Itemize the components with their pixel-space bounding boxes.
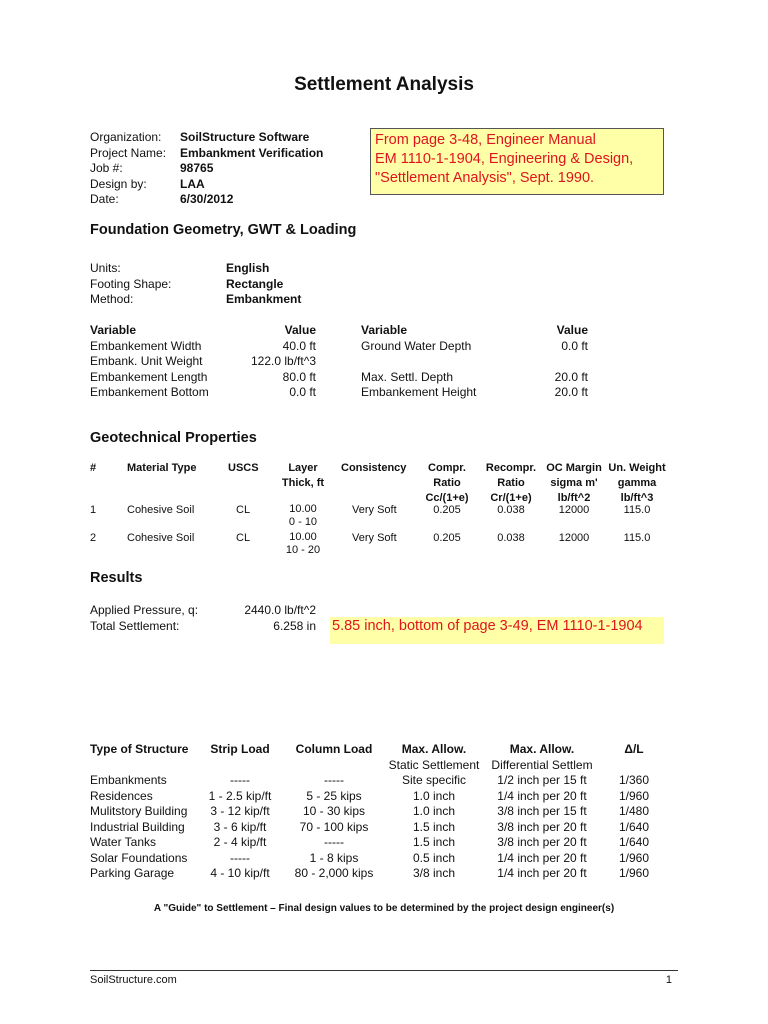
geo-col-material: Material Type	[127, 462, 197, 474]
guide-strip: -----	[230, 773, 250, 787]
geo-header-line: Ratio	[497, 477, 525, 489]
footer-site: SoilStructure.com	[90, 974, 177, 986]
applied-pressure-value: 2440.0 lb/ft^2	[244, 603, 316, 617]
guide-diff: 1/2 inch per 15 ft	[497, 773, 587, 787]
variable-label: Ground Water Depth	[361, 338, 472, 353]
guide-diff: 1/4 inch per 20 ft	[497, 788, 587, 803]
geo-col-layer	[268, 461, 338, 491]
guide-static: 1.5 inch	[412, 819, 456, 834]
geo-row-unit: 115.0	[623, 532, 651, 544]
geo-row-recompr: 0.038	[497, 504, 525, 516]
footer-divider	[90, 970, 678, 971]
geo-row-layer	[268, 531, 338, 557]
variable-value: 122.0 lb/ft^3	[250, 354, 316, 368]
header-label: Design by:	[90, 176, 147, 191]
header-values	[180, 130, 323, 208]
guide-ratio: 1/360	[618, 773, 650, 787]
geo-row-unit: 115.0	[623, 504, 651, 516]
guide-diff: 3/8 inch per 20 ft	[497, 835, 587, 849]
guide-column: 70 - 100 kips	[299, 819, 369, 834]
guide-ratio: 1/640	[618, 835, 650, 849]
foundation-right-labels	[361, 323, 476, 401]
results-values	[216, 603, 316, 634]
header-label: Job #:	[90, 161, 123, 175]
guide-type: Embankments	[90, 773, 167, 787]
geo-header-line: Cr/(1+e)	[490, 492, 532, 504]
guide-static: 1.5 inch	[412, 835, 456, 849]
geo-header-line: Recompr.	[485, 462, 537, 474]
guide-col-strip: Strip Load	[210, 742, 270, 756]
guide-col-type: Type of Structure	[90, 742, 189, 756]
results-heading: Results	[90, 570, 143, 586]
guide-strip: 3 - 6 kip/ft	[213, 819, 267, 834]
guide-ratio: 1/960	[618, 850, 650, 865]
foundation-setting-labels	[90, 261, 171, 308]
geo-col-num: #	[90, 462, 97, 474]
guide-strip: 1 - 2.5 kip/ft	[208, 788, 272, 803]
header-value: 6/30/2012	[180, 192, 234, 206]
guide-types	[90, 773, 187, 882]
variable-label: Embank. Unit Weight	[90, 354, 203, 368]
guide-ratio: 1/480	[618, 804, 650, 818]
geo-col-unit	[605, 461, 669, 506]
guide-column: -----	[324, 835, 344, 849]
foundation-setting-values	[226, 261, 301, 308]
reference-note-line: From page 3-48, Engineer Manual	[375, 132, 596, 148]
geo-row-range: 10 - 20	[285, 544, 321, 556]
guide-type: Mulitstory Building	[90, 804, 188, 818]
variable-value: 0.0 ft	[289, 385, 316, 399]
header-labels	[90, 130, 166, 208]
geo-row-num: 2	[90, 532, 97, 544]
header-value: SoilStructure Software	[180, 130, 310, 144]
guide-header-line: Static Settlement	[388, 757, 480, 772]
geo-row-consistency: Very Soft	[352, 504, 397, 516]
geo-header-line: lb/ft^3	[620, 492, 654, 504]
geo-row-consistency: Very Soft	[352, 532, 397, 544]
guide-diff: 3/8 inch per 20 ft	[497, 819, 587, 834]
guide-static: 1.0 inch	[412, 788, 456, 803]
variable-value	[488, 354, 588, 370]
header-label: Organization:	[90, 130, 162, 144]
guide-column: 5 - 25 kips	[306, 788, 362, 803]
geo-header-line: lb/ft^2	[557, 492, 591, 504]
guide-col-diff	[486, 742, 598, 773]
guide-column: 1 - 8 kips	[309, 850, 359, 865]
guide-col-static	[380, 742, 488, 773]
guide-strip: 2 - 4 kip/ft	[213, 835, 267, 849]
guide-type: Solar Foundations	[90, 850, 188, 865]
variable-value: 20.0 ft	[554, 369, 588, 384]
geo-col-uscs: USCS	[228, 462, 259, 474]
geo-header-line: Un. Weight	[608, 462, 666, 474]
result-note: 5.85 inch, bottom of page 3-49, EM 1110-1-1904	[330, 617, 664, 644]
guide-header-line: Max. Allow.	[401, 742, 467, 756]
guide-column: 10 - 30 kips	[302, 804, 366, 818]
results-labels	[90, 603, 198, 634]
guide-column: 80 - 2,000 kips	[294, 866, 374, 880]
variable-header: Variable	[361, 323, 408, 337]
geo-header-line: Ratio	[433, 477, 461, 489]
guide-ratio: 1/960	[618, 866, 650, 880]
geo-row-oc: 12000	[558, 532, 590, 544]
geotech-heading: Geotechnical Properties	[90, 430, 257, 446]
guide-ratios	[608, 773, 660, 882]
guide-diff: 3/8 inch per 15 ft	[497, 804, 587, 818]
variable-header: Variable	[90, 323, 137, 337]
geo-row-compr: 0.205	[433, 504, 461, 516]
geo-row-oc: 12000	[558, 504, 590, 516]
geo-header-line: OC Margin	[546, 462, 602, 474]
guide-static: 0.5 inch	[412, 850, 456, 865]
guide-header-line: Max. Allow.	[509, 742, 575, 756]
setting-label: Method:	[90, 292, 134, 306]
variable-value: 40.0 ft	[282, 338, 316, 353]
guide-statics	[380, 773, 488, 882]
variable-label: Embankement Bottom	[90, 385, 209, 399]
geo-col-recompr	[479, 461, 543, 506]
page-title: Settlement Analysis	[294, 74, 474, 95]
reference-note-line: EM 1110-1-1904, Engineering & Design,	[375, 151, 634, 167]
reference-note-line: "Settlement Analysis", Sept. 1990.	[375, 170, 595, 186]
value-header: Value	[284, 323, 316, 337]
geo-row-thick: 10.00	[289, 531, 317, 543]
guide-diff: 1/4 inch per 20 ft	[497, 850, 587, 865]
variable-value: 20.0 ft	[554, 385, 588, 399]
geo-col-compr	[413, 461, 481, 506]
geo-header-line: Cc/(1+e)	[425, 492, 469, 504]
header-label: Date:	[90, 192, 119, 206]
header-value: 98765	[180, 161, 214, 175]
foundation-left-values	[216, 323, 316, 401]
setting-value: Rectangle	[226, 276, 284, 291]
guide-footnote: A "Guide" to Settlement – Final design values to be determined by the project design engineer(s)	[153, 903, 615, 914]
geo-row-compr: 0.205	[433, 532, 461, 544]
value-header: Value	[556, 323, 588, 337]
variable-value: 0.0 ft	[561, 338, 588, 353]
geo-header-line: Thick, ft	[281, 477, 325, 489]
guide-strip: 3 - 12 kip/ft	[210, 804, 270, 818]
header-value: LAA	[180, 176, 205, 191]
geo-col-consistency: Consistency	[341, 462, 407, 474]
geo-header-line: Compr.	[428, 462, 466, 474]
geo-header-line: gamma	[617, 477, 657, 489]
guide-strip: 4 - 10 kip/ft	[210, 866, 270, 880]
applied-pressure-label: Applied Pressure, q:	[90, 603, 199, 617]
guide-columns	[282, 773, 386, 882]
reference-note	[370, 128, 664, 195]
geo-row-recompr: 0.038	[497, 532, 525, 544]
guide-col-ratio: Δ/L	[624, 742, 644, 756]
guide-strip: -----	[230, 850, 250, 865]
guide-static: 1.0 inch	[412, 804, 456, 818]
geo-row-uscs: CL	[236, 504, 251, 516]
total-settlement-label: Total Settlement:	[90, 618, 180, 633]
geo-row-thick: 10.00	[289, 503, 317, 515]
geo-header-line: Layer	[288, 462, 318, 474]
setting-value: Embankment	[226, 292, 302, 306]
guide-strips	[196, 773, 284, 882]
variable-label: Max. Settl. Depth	[361, 369, 454, 384]
guide-type: Water Tanks	[90, 835, 157, 849]
guide-header-line: Differential Settlem	[491, 757, 593, 772]
geo-header-line: sigma m'	[550, 477, 598, 489]
setting-label: Footing Shape:	[90, 276, 172, 291]
guide-col-column: Column Load	[295, 742, 373, 756]
foundation-heading: Foundation Geometry, GWT & Loading	[90, 222, 357, 238]
geo-row-material: Cohesive Soil	[127, 504, 195, 516]
variable-label: Embankement Length	[90, 369, 208, 384]
foundation-left-labels	[90, 323, 209, 401]
variable-value: 80.0 ft	[282, 369, 316, 384]
geo-row-layer	[268, 503, 338, 529]
geo-row-material: Cohesive Soil	[127, 532, 195, 544]
geo-row-num: 1	[90, 504, 97, 516]
header-label: Project Name:	[90, 145, 167, 160]
guide-type: Industrial Building	[90, 819, 185, 834]
guide-type: Parking Garage	[90, 866, 175, 880]
geo-row-uscs: CL	[236, 532, 251, 544]
variable-label	[361, 354, 476, 370]
guide-static: 3/8 inch	[412, 866, 456, 880]
variable-label: Embankement Width	[90, 338, 202, 353]
guide-diffs	[486, 773, 598, 882]
header-value: Embankment Verification	[180, 145, 324, 160]
guide-ratio: 1/640	[618, 819, 650, 834]
footer-page-number: 1	[665, 974, 672, 986]
guide-static: Site specific	[401, 773, 467, 787]
setting-value: English	[226, 261, 270, 275]
guide-column: -----	[324, 773, 344, 787]
geo-row-range: 0 - 10	[288, 516, 318, 528]
setting-label: Units:	[90, 261, 121, 275]
foundation-right-values	[488, 323, 588, 401]
geo-col-oc	[543, 461, 605, 506]
guide-type: Residences	[90, 788, 153, 803]
guide-diff: 1/4 inch per 20 ft	[497, 866, 587, 880]
guide-ratio: 1/960	[618, 788, 650, 803]
total-settlement-value: 6.258 in	[273, 618, 316, 633]
variable-label: Embankement Height	[361, 385, 477, 399]
